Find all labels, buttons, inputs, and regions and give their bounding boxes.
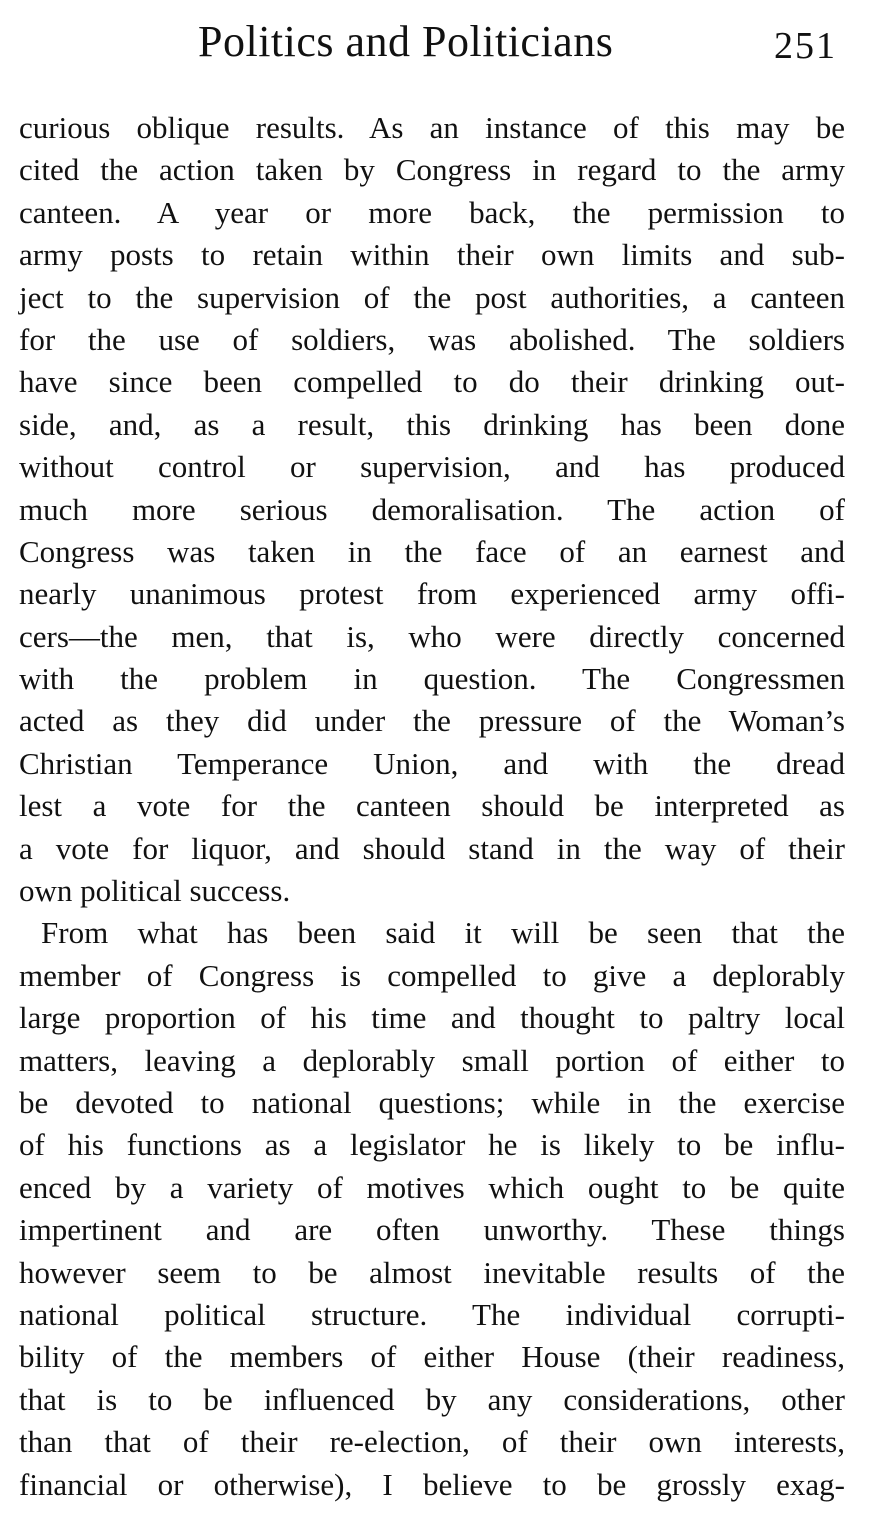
text-line: bility of the members of either House (their readiness, (19, 1339, 845, 1375)
text-line: impertinent and are often unworthy. These things (19, 1212, 845, 1248)
text-line: much more serious demoralisation. The action of (19, 491, 845, 527)
text-line: however seem to be almost inevitable results of the (19, 1254, 845, 1290)
text-line: national political structure. The individual corrupti- (19, 1296, 845, 1332)
text-line: a vote for liquor, and should stand in the way of their (19, 830, 845, 866)
page-number: 251 (774, 25, 837, 67)
paragraph-start-line: From what has been said it will be seen that the (41, 915, 845, 951)
text-line: lest a vote for the canteen should be interpreted as (19, 788, 845, 824)
text-line: enced by a variety of motives which ought to be quite (19, 1169, 845, 1205)
text-line: cers—the men, that is, who were directly concerned (19, 618, 845, 654)
text-line: member of Congress is compelled to give a deplorably (19, 957, 845, 993)
text-line: financial or otherwise), I believe to be grossly exag- (19, 1466, 845, 1502)
text-line: acted as they did under the pressure of the Woman’s (19, 703, 845, 739)
text-line: Congress was taken in the face of an earnest and (19, 533, 845, 569)
text-line: of his functions as a legislator he is likely to be influ- (19, 1127, 845, 1163)
text-line: cited the action taken by Congress in regard to the army (19, 152, 845, 188)
text-line: large proportion of his time and thought to paltry local (19, 1000, 845, 1036)
text-line: with the problem in question. The Congressmen (19, 661, 845, 697)
running-title: Politics and Politicians (198, 17, 614, 66)
text-line: ject to the supervision of the post authorities, a canteen (19, 279, 845, 315)
text-line: side, and, as a result, this drinking has been done (19, 406, 845, 442)
text-line: for the use of soldiers, was abolished. The soldiers (19, 321, 845, 357)
paragraph-end-line: own political success. (19, 873, 291, 909)
text-line: without control or supervision, and has produced (19, 449, 845, 485)
text-line: Christian Temperance Union, and with the dread (19, 745, 845, 781)
text-line: be devoted to national questions; while in the exercise (19, 1084, 845, 1120)
text-line: nearly unanimous protest from experienced army offi- (19, 576, 845, 612)
text-line: have since been compelled to do their drinking out- (19, 364, 845, 400)
text-line: than that of their re-election, of their own interests, (19, 1424, 845, 1460)
text-line: that is to be influenced by any considerations, other (19, 1381, 845, 1417)
body-text (19, 107, 845, 1506)
running-head (0, 14, 887, 70)
text-line: canteen. A year or more back, the permission to (19, 194, 845, 230)
text-line: matters, leaving a deplorably small portion of either to (19, 1042, 845, 1078)
text-line: curious oblique results. As an instance of this may be (19, 110, 845, 145)
text-line: army posts to retain within their own limits and sub- (19, 237, 845, 273)
